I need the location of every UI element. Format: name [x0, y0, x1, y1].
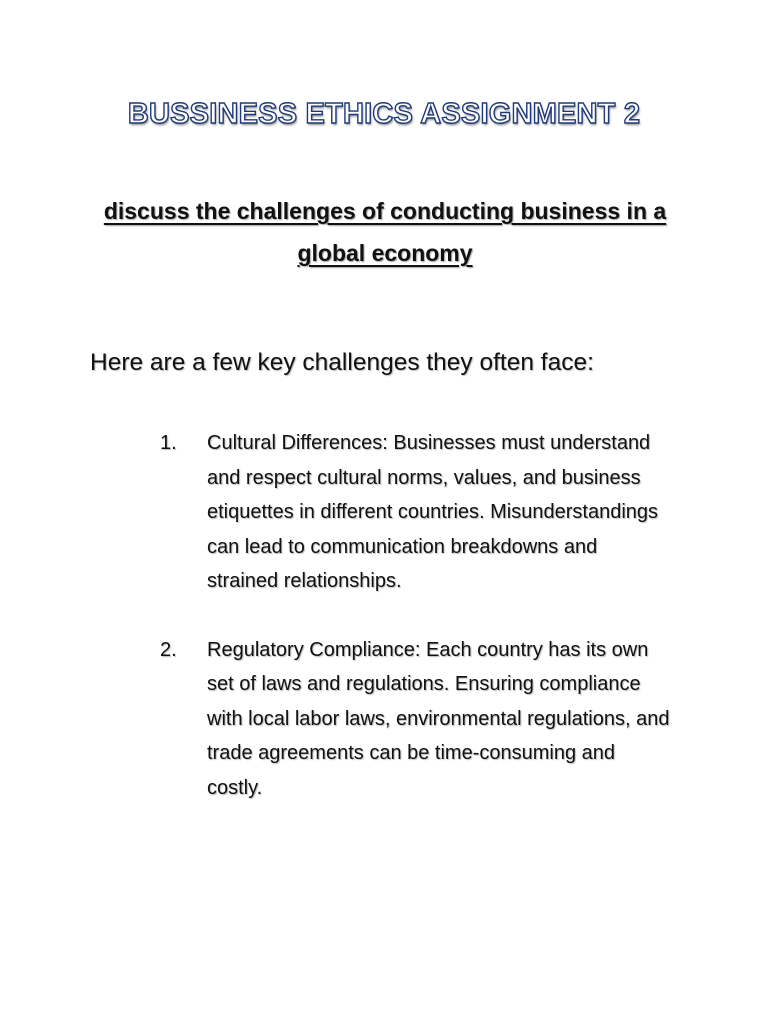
list-item-number: 1. — [160, 432, 177, 454]
list-item-text: Cultural Differences: Businesses must understand and respect cultural norms, values, and business etiquettes in different countries. Misunderstandings can lead to communication breakdowns and strained relationships. — [207, 432, 659, 592]
list-item-number: 2. — [160, 638, 177, 661]
subtitle-text: discuss the challenges of conducting business in a global economy — [103, 198, 667, 266]
document-subtitle — [90, 190, 680, 274]
document-title: BUSSINESS ETHICS ASSIGNMENT 2 — [127, 98, 641, 130]
list-item — [160, 633, 670, 806]
challenges-list — [160, 426, 670, 839]
list-item — [160, 426, 670, 599]
list-item-text: Regulatory Compliance: Each country has its own set of laws and regulations. Ensuring compliance with local labor laws, environmental regulations, and trade agreements can be time-consuming and costly. — [207, 638, 670, 799]
intro-paragraph: Here are a few key challenges they often face: — [90, 349, 594, 376]
